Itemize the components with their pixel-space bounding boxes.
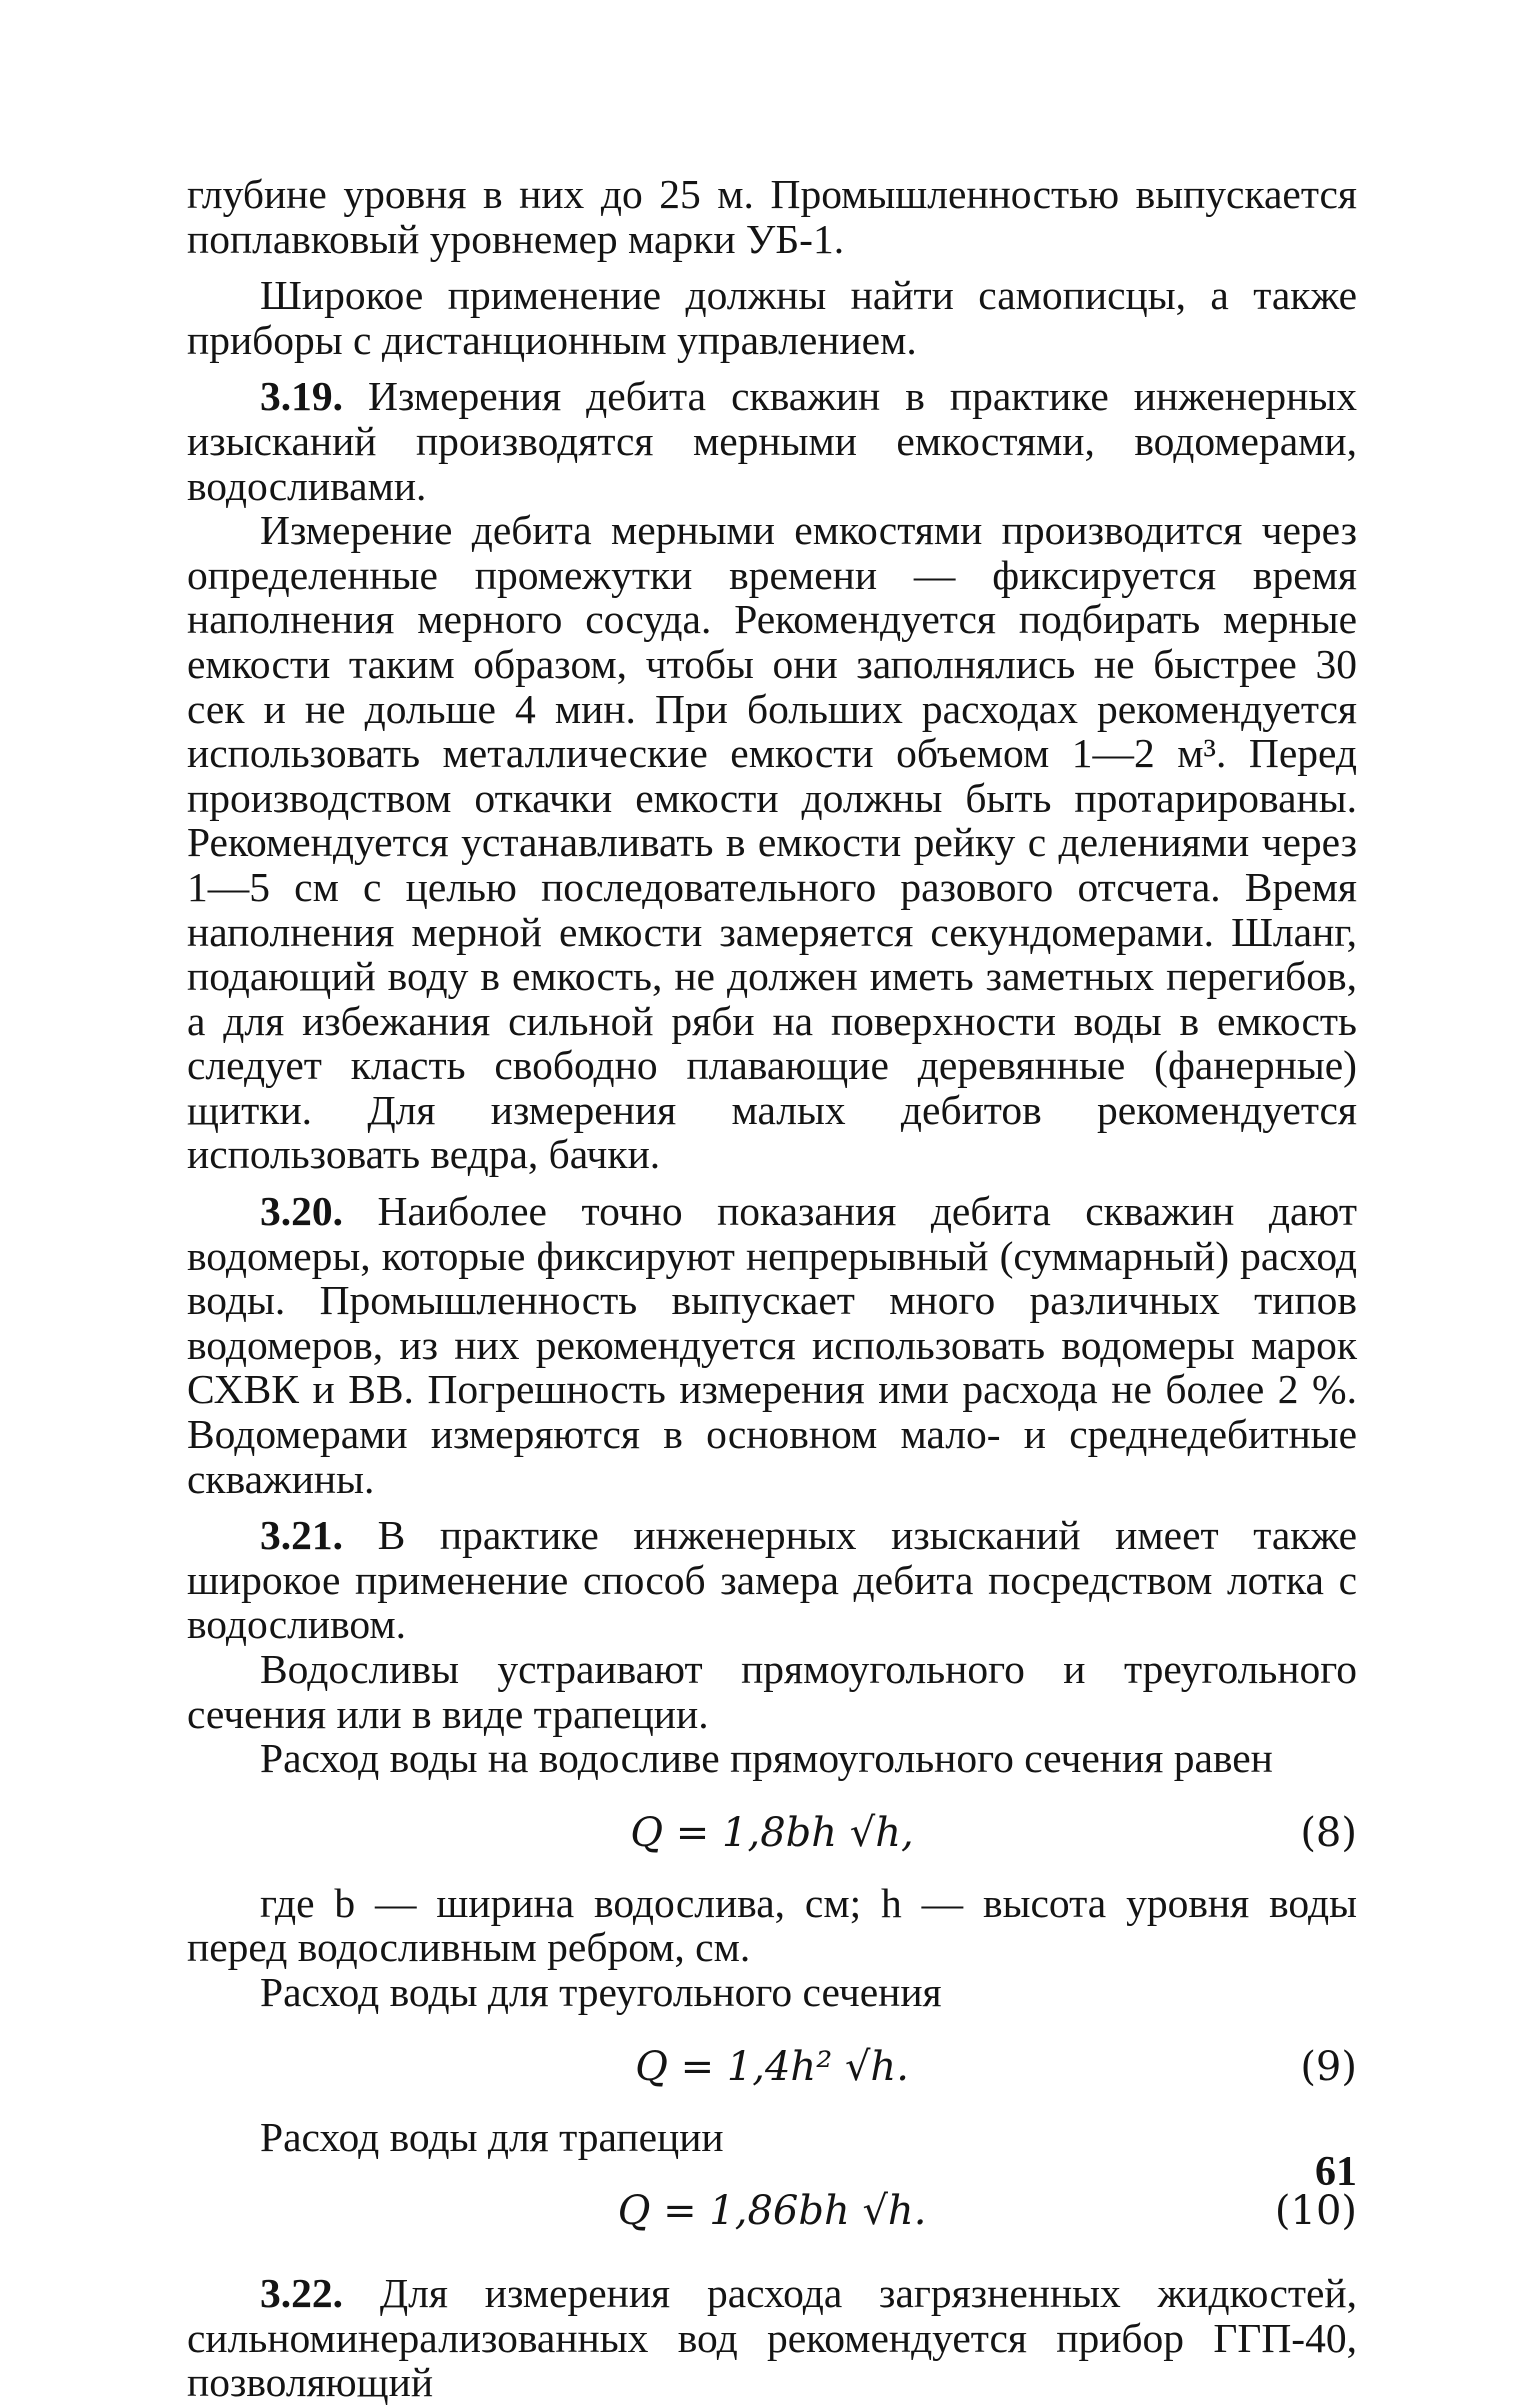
section-text: В практике инженерных изысканий имеет также широкое применение способ замера дебита посредством лотка с водосливом. <box>187 1512 1357 1648</box>
body-text <box>187 172 1357 2405</box>
section-3-19 <box>187 374 1357 508</box>
section-3-22 <box>187 2271 1357 2405</box>
section-number: 3.21. <box>260 1512 343 1559</box>
section-text: Измерения дебита скважин в практике инженерных изысканий производятся мерными емкостями, водомерами, водосливами. <box>187 373 1357 509</box>
paragraph-triangular-flow: Расход воды для треугольного сечения <box>260 1968 942 2015</box>
paragraph-measuring-tanks: Измерение дебита мерными емкостями производится через определенные промежутки времени — фиксируется время наполнения мерного сосуда. Рекомендуется подбирать мерные емкости таким образом, чтобы они заполнялись не быстрее 30 сек и не дольше 4 мин. При больших расходах рекомендуется использовать металлические емкости объемом 1—2 м³. Перед производством откачки емкости должны быть протарированы. Рекомендуется устанавливать в емкости рейку с делениями через 1—5 см с целью последовательного разового отсчета. Время наполнения мерной емкости замеряется секундомерами. Шланг, подающий воду в емкость, не должен иметь заметных перегибов, а для избежания сильной ряби на поверхности воды в емкость следует класть свободно плавающие деревянные (фанерные) щитки. Для измерения малых дебитов рекомендуется использовать ведра, бачки. <box>187 507 1357 1178</box>
section-text: Для измерения расхода загрязненных жидкостей, сильноминерализованных вод рекомендуется прибор ГГП-40, позволяющий <box>187 2270 1358 2405</box>
section-3-20 <box>187 1189 1357 1501</box>
paragraph-rectangular-flow: Расход воды на водосливе прямоугольного сечения равен <box>260 1735 1273 1782</box>
section-number: 3.19. <box>260 373 343 420</box>
page-number: 61 <box>1315 2149 1357 2195</box>
paragraph-variable-definitions: где b — ширина водослива, см; h — высота уровня воды перед водосливным ребром, см. <box>187 1879 1357 1971</box>
section-number: 3.22. <box>260 2270 343 2317</box>
paragraph-weir-types: Водосливы устраивают прямоугольного и треугольного сечения или в виде трапеции. <box>187 1646 1357 1737</box>
formula-9 <box>187 2015 1357 2115</box>
formula-expression: Q = 1,8bh √h, <box>630 1809 914 1856</box>
equation-number: (10) <box>1274 2188 1357 2235</box>
paragraph-recorders: Широкое применение должны найти самописцы, а также приборы с дистанционным управлением. <box>187 272 1357 363</box>
section-text: Наиболее точно показания дебита скважин дают водомеры, которые фиксируют непрерывный (суммарный) расход воды. Промышленность выпускает много различных типов водомеров, из них рекомендуется использовать водомеры марок СХВК и ВВ. Погрешность измерения ими расхода не более 2 %. Водомерами измеряются в основном мало- и среднедебитные скважины. <box>187 1188 1358 1502</box>
paragraph-trapezoid-flow: Расход воды для трапеции <box>260 2113 724 2160</box>
formula-10 <box>187 2159 1357 2259</box>
paragraph-continued: глубине уровня в них до 25 м. Промышленностью выпускается поплавковый уровнемер марки УБ-1. <box>187 171 1357 262</box>
formula-expression: Q = 1,86bh √h. <box>617 2188 927 2235</box>
equation-number: (9) <box>1300 2043 1357 2090</box>
formula-expression: Q = 1,4h² √h. <box>635 2043 909 2090</box>
formula-8 <box>187 1781 1357 1881</box>
equation-number: (8) <box>1300 1809 1357 1856</box>
section-3-21 <box>187 1513 1357 1647</box>
section-number: 3.20. <box>260 1188 343 1235</box>
